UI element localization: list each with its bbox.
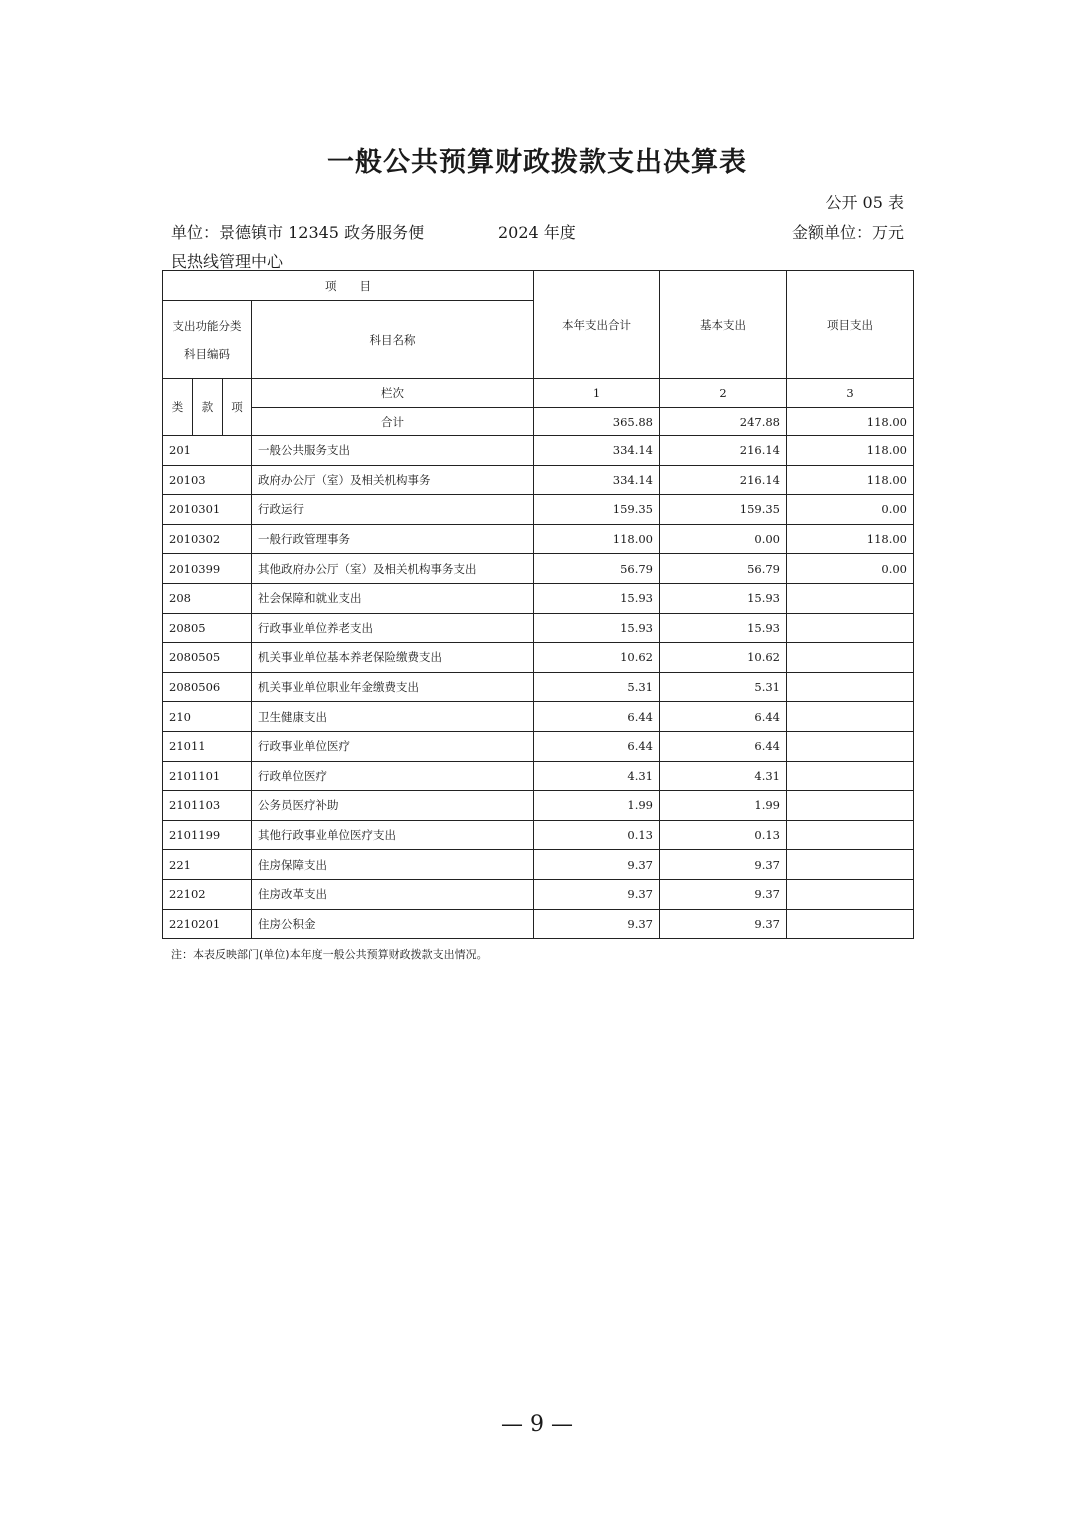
row-code: 22102 xyxy=(163,879,252,909)
header-subject-name: 科目名称 xyxy=(252,301,534,379)
header-func-code xyxy=(163,301,252,379)
row-code: 221 xyxy=(163,850,252,880)
table-row xyxy=(163,761,914,791)
row-basic: 9.37 xyxy=(660,850,787,880)
row-code: 2010302 xyxy=(163,524,252,554)
row-subject-name: 机关事业单位职业年金缴费支出 xyxy=(252,672,534,702)
table-row xyxy=(163,465,914,495)
row-subject-name: 一般公共服务支出 xyxy=(252,436,534,466)
row-project: 118.00 xyxy=(787,436,914,466)
row-project: 0.00 xyxy=(787,495,914,525)
row-code: 2101101 xyxy=(163,761,252,791)
row-project xyxy=(787,613,914,643)
row-code: 2101199 xyxy=(163,820,252,850)
page-number: — 9 — xyxy=(501,1412,573,1437)
row-total: 10.62 xyxy=(534,643,660,673)
row-project: 118.00 xyxy=(787,524,914,554)
page-title: 一般公共预算财政拨款支出决算表 xyxy=(327,147,747,178)
header-col3: 3 xyxy=(787,379,914,408)
row-subject-name: 行政单位医疗 xyxy=(252,761,534,791)
table-row xyxy=(163,791,914,821)
row-project xyxy=(787,583,914,613)
row-code: 210 xyxy=(163,702,252,732)
table-row xyxy=(163,643,914,673)
row-basic: 0.00 xyxy=(660,524,787,554)
table-row xyxy=(163,850,914,880)
total-label: 合计 xyxy=(252,408,534,436)
row-basic: 10.62 xyxy=(660,643,787,673)
row-subject-name: 其他政府办公厅（室）及相关机构事务支出 xyxy=(252,554,534,584)
row-project xyxy=(787,879,914,909)
row-project xyxy=(787,909,914,939)
row-project: 0.00 xyxy=(787,554,914,584)
row-total: 6.44 xyxy=(534,702,660,732)
row-total: 56.79 xyxy=(534,554,660,584)
header-row-1 xyxy=(163,271,914,301)
table-row xyxy=(163,672,914,702)
row-subject-name: 公务员医疗补助 xyxy=(252,791,534,821)
row-basic: 5.31 xyxy=(660,672,787,702)
row-subject-name: 卫生健康支出 xyxy=(252,702,534,732)
row-basic: 4.31 xyxy=(660,761,787,791)
total-value-project: 118.00 xyxy=(787,408,914,436)
row-basic: 56.79 xyxy=(660,554,787,584)
row-project xyxy=(787,643,914,673)
row-total: 334.14 xyxy=(534,436,660,466)
row-subject-name: 机关事业单位基本养老保险缴费支出 xyxy=(252,643,534,673)
row-code: 201 xyxy=(163,436,252,466)
row-subject-name: 社会保障和就业支出 xyxy=(252,583,534,613)
table-row xyxy=(163,909,914,939)
table-row xyxy=(163,613,914,643)
row-project: 118.00 xyxy=(787,465,914,495)
header-col1: 1 xyxy=(534,379,660,408)
row-code: 2101103 xyxy=(163,791,252,821)
header-func-code-line1: 支出功能分类 xyxy=(172,318,242,333)
row-subject-name: 行政运行 xyxy=(252,495,534,525)
row-total: 15.93 xyxy=(534,613,660,643)
row-project xyxy=(787,702,914,732)
header-func-code-line2: 科目编码 xyxy=(184,346,230,361)
row-project xyxy=(787,820,914,850)
row-subject-name: 行政事业单位医疗 xyxy=(252,731,534,761)
header-row-3 xyxy=(163,379,914,408)
header-col2: 2 xyxy=(660,379,787,408)
header-lanci: 栏次 xyxy=(252,379,534,408)
row-basic: 1.99 xyxy=(660,791,787,821)
row-code: 208 xyxy=(163,583,252,613)
row-total: 0.13 xyxy=(534,820,660,850)
row-total: 15.93 xyxy=(534,583,660,613)
row-basic: 9.37 xyxy=(660,909,787,939)
unit-name xyxy=(171,218,424,276)
table-row xyxy=(163,495,914,525)
table-row xyxy=(163,524,914,554)
row-subject-name: 政府办公厅（室）及相关机构事务 xyxy=(252,465,534,495)
header-total-col: 本年支出合计 xyxy=(534,271,660,379)
total-row xyxy=(163,408,914,436)
row-code: 2010301 xyxy=(163,495,252,525)
row-total: 6.44 xyxy=(534,731,660,761)
row-basic: 216.14 xyxy=(660,436,787,466)
row-project xyxy=(787,731,914,761)
row-basic: 9.37 xyxy=(660,879,787,909)
row-basic: 15.93 xyxy=(660,613,787,643)
row-code: 2010399 xyxy=(163,554,252,584)
row-subject-name: 一般行政管理事务 xyxy=(252,524,534,554)
row-code: 20103 xyxy=(163,465,252,495)
row-basic: 6.44 xyxy=(660,702,787,732)
table-body xyxy=(163,436,914,939)
table-row xyxy=(163,554,914,584)
table-row xyxy=(163,879,914,909)
table-row xyxy=(163,702,914,732)
row-code: 21011 xyxy=(163,731,252,761)
row-subject-name: 住房改革支出 xyxy=(252,879,534,909)
row-project xyxy=(787,850,914,880)
row-code: 2080505 xyxy=(163,643,252,673)
header-kuan: 款 xyxy=(193,379,223,436)
row-total: 9.37 xyxy=(534,850,660,880)
row-subject-name: 住房保障支出 xyxy=(252,850,534,880)
row-code: 2080506 xyxy=(163,672,252,702)
unit-name-line2: 民热线管理中心 xyxy=(171,252,284,271)
row-total: 159.35 xyxy=(534,495,660,525)
fiscal-year: 2024 年度 xyxy=(498,223,576,242)
header-project-col: 项目支出 xyxy=(787,271,914,379)
row-basic: 6.44 xyxy=(660,731,787,761)
table-note: 注：本表反映部门(单位)本年度一般公共预算财政拨款支出情况。 xyxy=(171,948,488,961)
total-value-sum: 365.88 xyxy=(534,408,660,436)
row-total: 9.37 xyxy=(534,879,660,909)
table-row xyxy=(163,583,914,613)
row-subject-name: 其他行政事业单位医疗支出 xyxy=(252,820,534,850)
header-xiang: 项 xyxy=(223,379,252,436)
row-code: 20805 xyxy=(163,613,252,643)
header-basic-col: 基本支出 xyxy=(660,271,787,379)
row-total: 1.99 xyxy=(534,791,660,821)
table-row xyxy=(163,436,914,466)
row-total: 9.37 xyxy=(534,909,660,939)
row-basic: 0.13 xyxy=(660,820,787,850)
budget-table xyxy=(162,270,914,939)
row-basic: 216.14 xyxy=(660,465,787,495)
header-project: 项 目 xyxy=(163,271,534,301)
table-row xyxy=(163,731,914,761)
row-project xyxy=(787,761,914,791)
row-subject-name: 住房公积金 xyxy=(252,909,534,939)
amount-unit: 金额单位：万元 xyxy=(791,223,904,242)
unit-name-line1: 单位：景德镇市 12345 政务服务便 xyxy=(171,223,425,242)
row-total: 5.31 xyxy=(534,672,660,702)
row-project xyxy=(787,791,914,821)
header-lei: 类 xyxy=(163,379,193,436)
row-subject-name: 行政事业单位养老支出 xyxy=(252,613,534,643)
row-total: 334.14 xyxy=(534,465,660,495)
table-row xyxy=(163,820,914,850)
row-basic: 159.35 xyxy=(660,495,787,525)
total-value-basic: 247.88 xyxy=(660,408,787,436)
row-total: 4.31 xyxy=(534,761,660,791)
row-basic: 15.93 xyxy=(660,583,787,613)
row-total: 118.00 xyxy=(534,524,660,554)
form-number: 公开 05 表 xyxy=(825,193,904,212)
row-project xyxy=(787,672,914,702)
row-code: 2210201 xyxy=(163,909,252,939)
